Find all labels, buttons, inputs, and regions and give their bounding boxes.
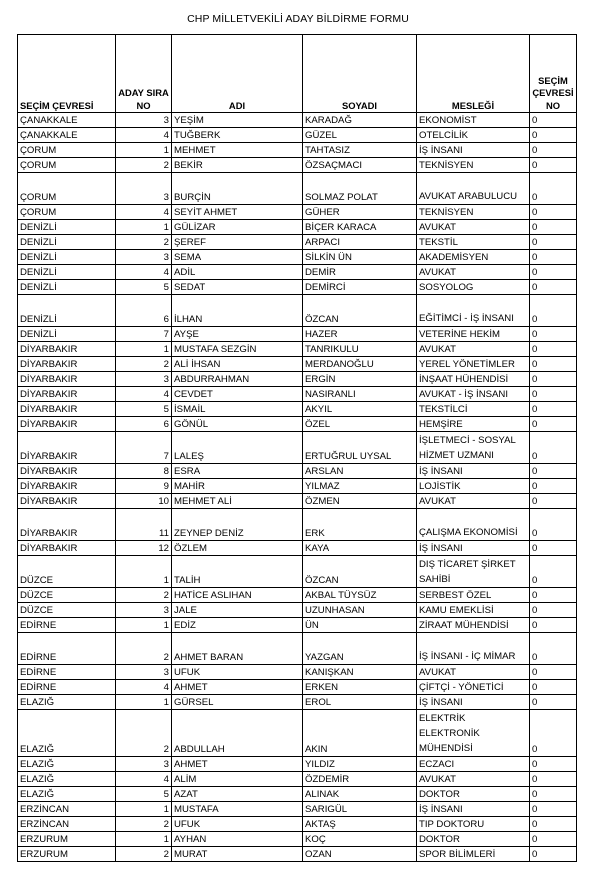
table-row [18,280,577,295]
cell-order: 2 [116,235,172,250]
table-row [18,250,577,265]
table-row [18,265,577,280]
cell-name: MUSTAFA SEZGİN [172,342,303,357]
table-row [18,464,577,479]
cell-profession: AVUKAT [417,265,530,280]
cell-name: SEDAT [172,280,303,295]
cell-region-no: 0 [530,509,577,541]
table-row [18,372,577,387]
cell-region-no: 0 [530,220,577,235]
cell-name: GÖNÜL [172,417,303,432]
cell-order: 2 [116,817,172,832]
cell-region-no: 0 [530,357,577,372]
table-row [18,342,577,357]
table-row [18,235,577,250]
cell-district: DENİZLİ [18,295,116,327]
cell-surname: UZUNHASAN [303,603,417,618]
table-row [18,158,577,173]
table-row [18,847,577,862]
cell-order: 4 [116,265,172,280]
cell-surname: KARADAĞ [303,113,417,128]
cell-profession: AVUKAT - İŞ İNSANI [417,387,530,402]
cell-region-no: 0 [530,556,577,588]
table-row [18,556,577,588]
cell-surname: YAZGAN [303,633,417,665]
header-name: ADI [172,35,303,113]
cell-name: ŞEREF [172,235,303,250]
cell-region-no: 0 [530,680,577,695]
cell-name: LALEŞ [172,432,303,464]
cell-surname: SOLMAZ POLAT [303,173,417,205]
cell-name: AHMET [172,680,303,695]
cell-order: 6 [116,417,172,432]
table-row [18,402,577,417]
cell-surname: TAHTASIZ [303,143,417,158]
cell-district: DÜZCE [18,556,116,588]
cell-order: 11 [116,509,172,541]
cell-order: 4 [116,205,172,220]
cell-district: ERZİNCAN [18,802,116,817]
cell-name: MEHMET ALİ [172,494,303,509]
cell-profession: AVUKAT [417,665,530,680]
cell-name: ALİM [172,772,303,787]
cell-profession: TIP DOKTORU [417,817,530,832]
cell-district: EDİRNE [18,633,116,665]
cell-surname: GÜHER [303,205,417,220]
cell-district: DENİZLİ [18,250,116,265]
cell-profession: ÇİFTÇİ - YÖNETİCİ [417,680,530,695]
cell-order: 3 [116,173,172,205]
cell-region-no: 0 [530,327,577,342]
table-row [18,603,577,618]
cell-profession: AKADEMİSYEN [417,250,530,265]
cell-region-no: 0 [530,847,577,862]
cell-name: ÖZLEM [172,541,303,556]
cell-district: DİYARBAKIR [18,342,116,357]
cell-surname: ÖZMEN [303,494,417,509]
cell-profession: TEKSTİL [417,235,530,250]
cell-name: İLHAN [172,295,303,327]
cell-order: 3 [116,372,172,387]
cell-name: ABDURRAHMAN [172,372,303,387]
cell-order: 5 [116,280,172,295]
cell-district: DENİZLİ [18,235,116,250]
cell-region-no: 0 [530,817,577,832]
cell-district: ELAZIĞ [18,772,116,787]
cell-region-no: 0 [530,787,577,802]
cell-district: DÜZCE [18,603,116,618]
cell-name: BEKİR [172,158,303,173]
cell-surname: YILMAZ [303,479,417,494]
cell-name: HATİCE ASLIHAN [172,588,303,603]
cell-order: 10 [116,494,172,509]
table-row [18,295,577,327]
table-row [18,787,577,802]
cell-order: 7 [116,327,172,342]
cell-district: DİYARBAKIR [18,357,116,372]
table-row [18,432,577,464]
cell-order: 1 [116,618,172,633]
cell-district: DİYARBAKIR [18,541,116,556]
cell-name: MUSTAFA [172,802,303,817]
cell-district: DİYARBAKIR [18,464,116,479]
cell-name: JALE [172,603,303,618]
table-row [18,357,577,372]
cell-region-no: 0 [530,402,577,417]
cell-region-no: 0 [530,665,577,680]
cell-profession: AVUKAT ARABULUCU [417,173,530,205]
cell-surname: KOÇ [303,832,417,847]
table-row [18,710,577,757]
cell-district: DİYARBAKIR [18,417,116,432]
cell-region-no: 0 [530,173,577,205]
cell-region-no: 0 [530,464,577,479]
table-row [18,205,577,220]
cell-name: TUĞBERK [172,128,303,143]
cell-profession: TEKNİSYEN [417,205,530,220]
table-row [18,757,577,772]
cell-surname: ERGİN [303,372,417,387]
cell-name: İSMAİL [172,402,303,417]
cell-region-no: 0 [530,802,577,817]
cell-region-no: 0 [530,280,577,295]
cell-profession: İŞLETMECİ - SOSYAL HİZMET UZMANI [417,432,530,464]
cell-profession: EKONOMİST [417,113,530,128]
cell-profession: AVUKAT [417,342,530,357]
table-row [18,541,577,556]
table-row [18,772,577,787]
header-surname: SOYADI [303,35,417,113]
header-district: SEÇİM ÇEVRESİ [18,35,116,113]
cell-surname: ÖZSAÇMACI [303,158,417,173]
cell-name: UFUK [172,817,303,832]
cell-name: ADİL [172,265,303,280]
table-row [18,509,577,541]
cell-order: 4 [116,680,172,695]
cell-surname: KANIŞKAN [303,665,417,680]
cell-profession: LOJİSTİK [417,479,530,494]
cell-region-no: 0 [530,113,577,128]
cell-region-no: 0 [530,158,577,173]
candidate-table [17,34,577,862]
cell-order: 1 [116,220,172,235]
cell-surname: ERTUĞRUL UYSAL [303,432,417,464]
cell-district: DİYARBAKIR [18,387,116,402]
cell-surname: AKTAŞ [303,817,417,832]
table-row [18,665,577,680]
cell-name: AYŞE [172,327,303,342]
table-row [18,588,577,603]
table-row [18,494,577,509]
cell-profession: İŞ İNSANI [417,802,530,817]
cell-surname: AKBAL TÜYSÜZ [303,588,417,603]
cell-surname: GÜZEL [303,128,417,143]
cell-profession: HEMŞİRE [417,417,530,432]
cell-surname: HAZER [303,327,417,342]
cell-profession: TEKSTİLCİ [417,402,530,417]
table-row [18,327,577,342]
cell-surname: AKIN [303,710,417,757]
cell-order: 1 [116,556,172,588]
cell-profession: SOSYOLOG [417,280,530,295]
cell-order: 2 [116,633,172,665]
cell-profession: ÇALIŞMA EKONOMİSİ [417,509,530,541]
cell-region-no: 0 [530,143,577,158]
cell-order: 7 [116,432,172,464]
table-row [18,802,577,817]
cell-profession: OTELCİLİK [417,128,530,143]
table-row [18,633,577,665]
cell-district: DİYARBAKIR [18,479,116,494]
cell-name: GÜLİZAR [172,220,303,235]
cell-order: 2 [116,357,172,372]
cell-name: AZAT [172,787,303,802]
cell-district: DİYARBAKIR [18,432,116,464]
cell-order: 3 [116,757,172,772]
cell-district: ÇORUM [18,158,116,173]
cell-order: 12 [116,541,172,556]
header-row [18,35,577,113]
cell-surname: OZAN [303,847,417,862]
cell-order: 2 [116,847,172,862]
table-row [18,128,577,143]
cell-district: DİYARBAKIR [18,494,116,509]
cell-profession: SPOR BİLİMLERİ [417,847,530,862]
cell-surname: ÜN [303,618,417,633]
cell-name: TALİH [172,556,303,588]
cell-profession: VETERİNE HEKİM [417,327,530,342]
cell-name: ALİ İHSAN [172,357,303,372]
cell-name: UFUK [172,665,303,680]
cell-profession: DOKTOR [417,832,530,847]
cell-order: 3 [116,250,172,265]
header-profession: MESLEĞİ [417,35,530,113]
cell-surname: ARSLAN [303,464,417,479]
cell-profession: ELEKTRİK ELEKTRONİK MÜHENDİSİ [417,710,530,757]
cell-district: DENİZLİ [18,327,116,342]
cell-order: 1 [116,143,172,158]
cell-district: ELAZIĞ [18,695,116,710]
cell-district: ÇORUM [18,205,116,220]
table-row [18,113,577,128]
cell-surname: SARIGÜL [303,802,417,817]
cell-district: ERZURUM [18,847,116,862]
cell-profession: AVUKAT [417,494,530,509]
cell-region-no: 0 [530,588,577,603]
cell-name: ESRA [172,464,303,479]
table-row [18,417,577,432]
cell-district: ELAZIĞ [18,710,116,757]
header-order: ADAY SIRA NO [116,35,172,113]
cell-profession: İŞ İNSANI [417,464,530,479]
cell-name: AHMET [172,757,303,772]
table-row [18,387,577,402]
cell-name: GÜRSEL [172,695,303,710]
cell-profession: KAMU EMEKLİSİ [417,603,530,618]
cell-surname: EROL [303,695,417,710]
cell-surname: ÖZEL [303,417,417,432]
cell-profession: AVUKAT [417,772,530,787]
cell-profession: İŞ İNSANI [417,695,530,710]
cell-name: MAHİR [172,479,303,494]
cell-region-no: 0 [530,387,577,402]
table-row [18,618,577,633]
cell-profession: İŞ İNSANI - İÇ MİMAR [417,633,530,665]
cell-district: EDİRNE [18,665,116,680]
table-row [18,220,577,235]
cell-region-no: 0 [530,710,577,757]
cell-order: 1 [116,342,172,357]
cell-name: ABDULLAH [172,710,303,757]
cell-name: AHMET BARAN [172,633,303,665]
cell-surname: ÖZCAN [303,556,417,588]
cell-district: DÜZCE [18,588,116,603]
table-body [18,113,577,862]
cell-surname: ÖZCAN [303,295,417,327]
cell-district: DİYARBAKIR [18,372,116,387]
cell-district: DİYARBAKIR [18,509,116,541]
cell-profession: DOKTOR [417,787,530,802]
cell-surname: SİLKİN ÜN [303,250,417,265]
cell-surname: ERKEN [303,680,417,695]
cell-region-no: 0 [530,757,577,772]
cell-surname: ÖZDEMİR [303,772,417,787]
cell-region-no: 0 [530,128,577,143]
cell-region-no: 0 [530,772,577,787]
cell-name: AYHAN [172,832,303,847]
cell-surname: BİÇER KARACA [303,220,417,235]
cell-name: MURAT [172,847,303,862]
cell-district: ERZİNCAN [18,817,116,832]
form-title: CHP MİLLETVEKİLİ ADAY BİLDİRME FORMU [187,13,409,25]
cell-district: ÇORUM [18,173,116,205]
cell-profession: ECZACI [417,757,530,772]
header-region-no: SEÇİM ÇEVRESİ NO [530,35,577,113]
cell-name: YEŞİM [172,113,303,128]
cell-profession: AVUKAT [417,220,530,235]
cell-region-no: 0 [530,479,577,494]
cell-region-no: 0 [530,695,577,710]
cell-name: CEVDET [172,387,303,402]
cell-name: EDİZ [172,618,303,633]
cell-profession: TEKNİSYEN [417,158,530,173]
cell-region-no: 0 [530,372,577,387]
cell-name: ZEYNEP DENİZ [172,509,303,541]
cell-profession: EĞİTİMCİ - İŞ İNSANI [417,295,530,327]
cell-surname: TANRIKULU [303,342,417,357]
cell-surname: YILDIZ [303,757,417,772]
cell-region-no: 0 [530,633,577,665]
cell-order: 8 [116,464,172,479]
cell-surname: DEMİRCİ [303,280,417,295]
cell-region-no: 0 [530,235,577,250]
cell-order: 2 [116,710,172,757]
cell-name: SEMA [172,250,303,265]
cell-order: 5 [116,402,172,417]
cell-order: 4 [116,772,172,787]
cell-order: 9 [116,479,172,494]
cell-profession: İŞ İNSANI [417,143,530,158]
cell-region-no: 0 [530,417,577,432]
table-row [18,479,577,494]
cell-name: MEHMET [172,143,303,158]
cell-district: ELAZIĞ [18,787,116,802]
cell-order: 1 [116,832,172,847]
cell-region-no: 0 [530,832,577,847]
cell-region-no: 0 [530,295,577,327]
cell-surname: AKYIL [303,402,417,417]
cell-district: ÇANAKKALE [18,113,116,128]
cell-order: 4 [116,387,172,402]
cell-order: 3 [116,113,172,128]
cell-district: ELAZIĞ [18,757,116,772]
cell-order: 3 [116,665,172,680]
cell-region-no: 0 [530,541,577,556]
cell-district: ÇORUM [18,143,116,158]
cell-surname: MERDANOĞLU [303,357,417,372]
cell-district: EDİRNE [18,618,116,633]
cell-district: DİYARBAKIR [18,402,116,417]
table-row [18,832,577,847]
cell-district: ÇANAKKALE [18,128,116,143]
cell-order: 4 [116,128,172,143]
cell-surname: ARPACI [303,235,417,250]
cell-order: 3 [116,603,172,618]
cell-surname: DEMİR [303,265,417,280]
cell-region-no: 0 [530,250,577,265]
cell-district: EDİRNE [18,680,116,695]
cell-profession: ZİRAAT MÜHENDİSİ [417,618,530,633]
cell-surname: KAYA [303,541,417,556]
cell-order: 6 [116,295,172,327]
cell-order: 2 [116,588,172,603]
table-row [18,817,577,832]
cell-district: DENİZLİ [18,265,116,280]
table-row [18,695,577,710]
cell-order: 5 [116,787,172,802]
cell-profession: SERBEST ÖZEL [417,588,530,603]
cell-profession: DIŞ TİCARET ŞİRKET SAHİBİ [417,556,530,588]
cell-region-no: 0 [530,618,577,633]
cell-profession: YEREL YÖNETİMLER [417,357,530,372]
cell-order: 2 [116,158,172,173]
cell-region-no: 0 [530,432,577,464]
table-row [18,143,577,158]
cell-order: 1 [116,802,172,817]
cell-region-no: 0 [530,494,577,509]
cell-surname: ALINAK [303,787,417,802]
cell-profession: İŞ İNSANI [417,541,530,556]
cell-order: 1 [116,695,172,710]
cell-district: DENİZLİ [18,280,116,295]
cell-region-no: 0 [530,342,577,357]
cell-region-no: 0 [530,265,577,280]
table-row [18,680,577,695]
cell-region-no: 0 [530,603,577,618]
cell-profession: İNŞAAT HÜHENDİSİ [417,372,530,387]
cell-name: SEYİT AHMET [172,205,303,220]
cell-region-no: 0 [530,205,577,220]
table-row [18,173,577,205]
cell-surname: NASIRANLI [303,387,417,402]
cell-name: BURÇİN [172,173,303,205]
cell-surname: ERK [303,509,417,541]
cell-district: ERZURUM [18,832,116,847]
cell-district: DENİZLİ [18,220,116,235]
